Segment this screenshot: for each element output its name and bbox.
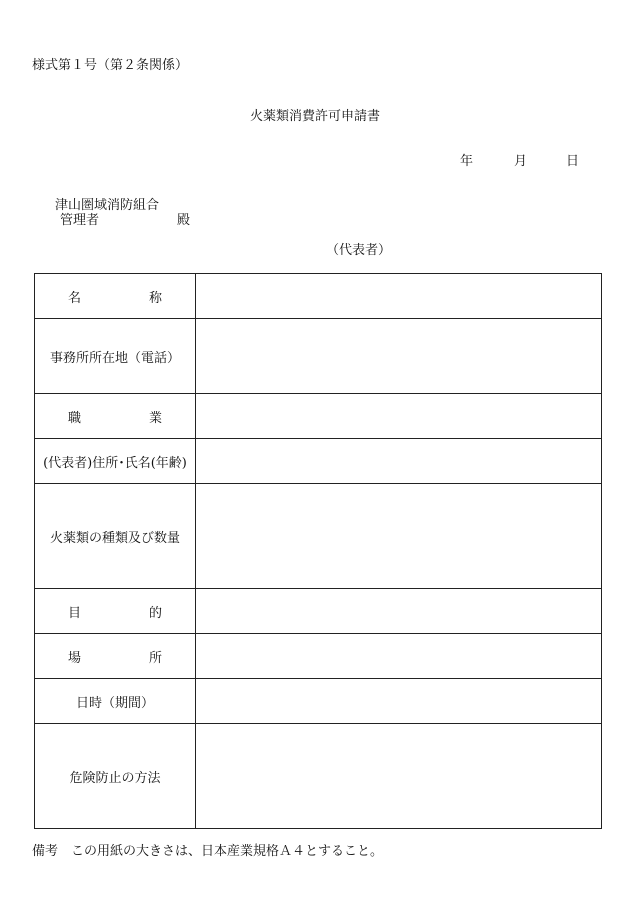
row-label-char: 場 (68, 650, 82, 666)
row-label-char: 目 (68, 605, 82, 621)
field-safety-method[interactable] (196, 724, 602, 829)
row-label-char: 職 (68, 410, 82, 426)
row-label-explosive-type: 火薬類の種類及び数量 (35, 484, 196, 589)
representative-label: （代表者） (326, 243, 392, 258)
row-label-char: 称 (148, 290, 162, 306)
row-label-purpose (35, 589, 196, 634)
field-office-address[interactable] (196, 319, 602, 394)
form-number: 様式第１号（第２条関係） (32, 58, 189, 73)
table-row-location (35, 634, 602, 679)
addressee-title: 管理者 (60, 213, 100, 228)
row-label-location (35, 634, 196, 679)
row-label-char: 的 (148, 605, 162, 621)
document-title: 火薬類消費許可申請書 (249, 109, 380, 124)
date-day-label: 日 (566, 154, 580, 169)
row-label-office-address: 事務所所在地（電話） (35, 319, 196, 394)
row-label-char: 所 (148, 650, 162, 666)
table-row-name (35, 274, 602, 319)
table-row-purpose (35, 589, 602, 634)
table-row-datetime (35, 679, 602, 724)
field-occupation[interactable] (196, 394, 602, 439)
row-label-char: 業 (148, 410, 162, 426)
table-row-occupation (35, 394, 602, 439)
row-label-safety-method: 危険防止の方法 (35, 724, 196, 829)
field-explosive-type[interactable] (196, 484, 602, 589)
row-label-char: 名 (68, 290, 82, 306)
table-row-explosive-type (35, 484, 602, 589)
addressee-organization: 津山圏域消防組合 (55, 198, 160, 213)
addressee-honorific: 殿 (177, 213, 191, 228)
field-datetime[interactable] (196, 679, 602, 724)
field-location[interactable] (196, 634, 602, 679)
row-label-datetime: 日時（期間） (35, 679, 196, 724)
table-row-safety-method (35, 724, 602, 829)
field-name[interactable] (196, 274, 602, 319)
date-month-label: 月 (514, 154, 528, 169)
field-purpose[interactable] (196, 589, 602, 634)
row-label-name (35, 274, 196, 319)
row-label-representative: (代表者)住所･氏名(年齢) (35, 439, 196, 484)
date-year-label: 年 (460, 154, 474, 169)
footnote: 備考 この用紙の大きさは、日本産業規格Ａ４とすること。 (32, 844, 384, 859)
table-row-office-address (35, 319, 602, 394)
table-row-representative (35, 439, 602, 484)
row-label-occupation (35, 394, 196, 439)
application-form-table (34, 273, 602, 829)
field-representative[interactable] (196, 439, 602, 484)
